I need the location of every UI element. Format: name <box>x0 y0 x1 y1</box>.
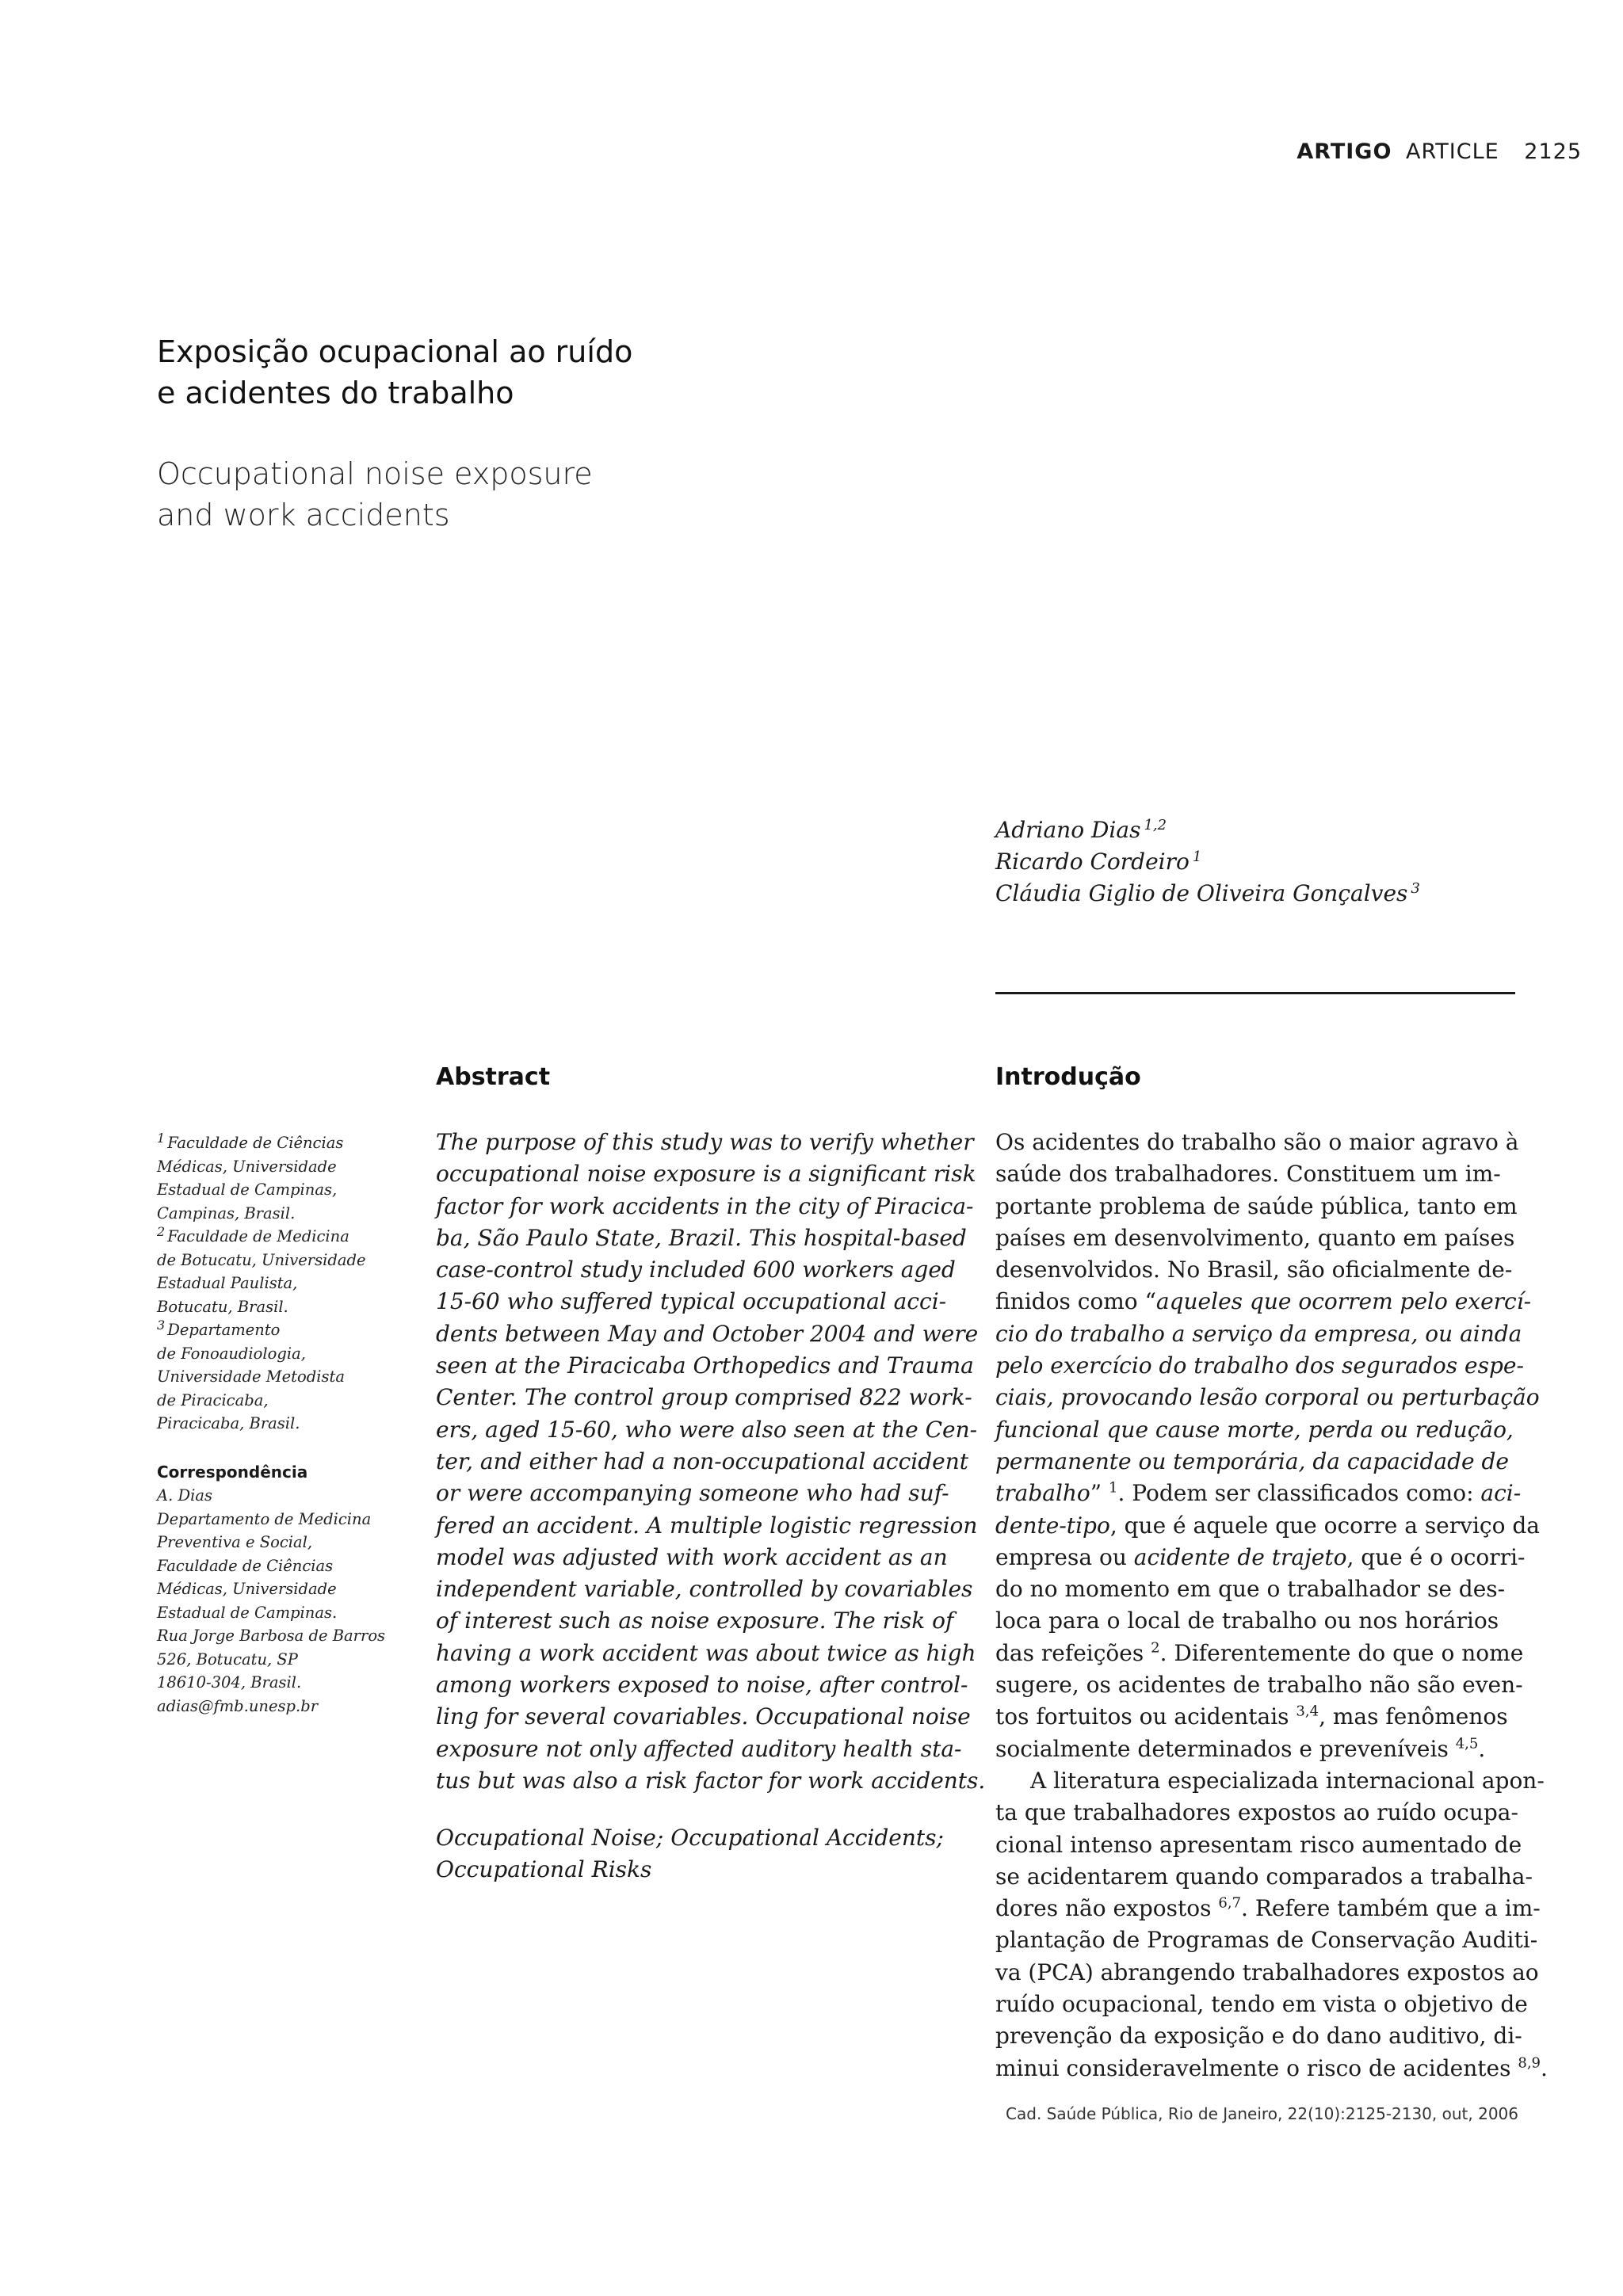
affiliation-line: Estadual de Campinas, <box>157 1180 338 1199</box>
keywords <box>436 1822 964 1886</box>
citation-ref: 2 <box>1151 1639 1160 1657</box>
affiliation-number: 1 <box>157 1130 166 1146</box>
intro-line <box>995 1446 1518 1478</box>
intro-line: loca para o local de trabalho ou nos horários <box>995 1608 1499 1634</box>
abstract-line: The purpose of this study was to verify whether <box>436 1129 974 1155</box>
intro-line: plantação de Programas de Conservação Auditi- <box>995 1927 1538 1954</box>
abstract-heading: Abstract <box>436 1063 551 1091</box>
intro-text: . Refere também que a im- <box>1241 1895 1541 1922</box>
intro-text: das refeições <box>995 1639 1151 1666</box>
abstract-line: ba, São Paulo State, Brazil. This hospital-based <box>436 1224 967 1251</box>
intro-line <box>995 1510 1540 1542</box>
intro-line <box>995 1542 1526 1573</box>
author-list <box>995 814 1566 910</box>
author-affiliation-ref: 1 <box>1192 848 1202 865</box>
intro-line <box>995 1382 1540 1413</box>
affiliation-line: Botucatu, Brasil. <box>157 1297 288 1316</box>
intro-line <box>995 1478 1522 1509</box>
author <box>995 814 1566 846</box>
affiliation <box>157 1131 403 1225</box>
intro-line <box>995 1318 1522 1350</box>
abstract-line: factor for work accidents in the city of Piracica- <box>436 1192 974 1219</box>
intro-quote: aqueles que ocorrem pelo exercí- <box>1155 1288 1532 1315</box>
citation-ref: 3,4 <box>1296 1703 1319 1721</box>
citation-ref: 6,7 <box>1218 1894 1242 1912</box>
title-en-line: and work accidents <box>157 498 450 532</box>
intro-line <box>995 1701 1518 1733</box>
author <box>995 846 1566 878</box>
abstract-line: ter, and either had a non-occupational accident <box>436 1447 968 1474</box>
intro-line: ta que trabalhadores expostos ao ruído ocupa- <box>995 1799 1518 1826</box>
correspondence-line: Médicas, Universidade <box>157 1580 337 1598</box>
intro-quote: permanente ou temporária, da capacidade de <box>995 1447 1509 1474</box>
author-name: Ricardo Cordeiro <box>995 849 1190 875</box>
intro-text: finidos como “ <box>995 1288 1156 1315</box>
title-portuguese <box>157 331 870 414</box>
intro-text: minui consideravelmente o risco de acidentes <box>995 2054 1518 2081</box>
affiliation-line: Piracicaba, Brasil. <box>157 1414 300 1432</box>
abstract-line: occupational noise exposure is a significant risk <box>436 1161 976 1188</box>
abstract-line: dents between May and October 2004 and were <box>436 1320 979 1347</box>
abstract-text <box>436 1127 986 1797</box>
intro-text: tos fortuitos ou acidentais <box>995 1703 1296 1730</box>
intro-text: . Podem ser classificados como: <box>1117 1480 1481 1507</box>
intro-line: portante problema de saúde pública, tanto em <box>995 1192 1518 1219</box>
intro-line <box>995 1733 1518 1765</box>
affiliation-text: Faculdade de Ciências <box>167 1134 344 1152</box>
abstract-line: of interest such as noise exposure. The risk of <box>436 1608 954 1634</box>
intro-term: dente-tipo <box>995 1512 1110 1539</box>
intro-text: , mas fenômenos <box>1319 1703 1508 1730</box>
affiliation-line <box>157 1225 403 1249</box>
correspondence-line: 18610-304, Brasil. <box>157 1673 302 1691</box>
correspondence-line: Rua Jorge Barbosa de Barros <box>157 1627 386 1645</box>
intro-text: . Diferentemente do que o nome <box>1159 1639 1524 1666</box>
abstract-line: fered an accident. A multiple logistic regression <box>436 1512 978 1539</box>
intro-line: A literatura especializada internacional apon- <box>1030 1767 1545 1794</box>
abstract-line: 15-60 who suffered typical occupational acci- <box>436 1288 947 1315</box>
affiliation-line: Estadual Paulista, <box>157 1274 298 1292</box>
affiliation-line: de Piracicaba, <box>157 1390 269 1409</box>
intro-term: acidente de trajeto <box>1133 1543 1347 1570</box>
affiliation <box>157 1318 403 1436</box>
affiliation-line <box>157 1318 403 1342</box>
affiliation-line: Campinas, Brasil. <box>157 1203 296 1222</box>
intro-line: cional intenso apresentam risco aumentado de <box>995 1831 1522 1858</box>
intro-line <box>995 1414 1518 1446</box>
intro-quote: pelo exercício do trabalho dos segurados espe- <box>995 1352 1524 1379</box>
intro-text: dores não expostos <box>995 1895 1219 1922</box>
author-affiliation-ref: 1,2 <box>1144 816 1167 833</box>
intro-line: va (PCA) abrangendo trabalhadores expostos ao <box>995 1958 1539 1985</box>
intro-line <box>995 1350 1524 1382</box>
keywords-line: Occupational Noise; Occupational Accidents; <box>436 1825 944 1851</box>
intro-line: desenvolvidos. No Brasil, são oficialmente de- <box>995 1257 1513 1283</box>
intro-text: empresa ou <box>995 1543 1134 1570</box>
correspondence-line: 526, Botucatu, SP <box>157 1650 298 1669</box>
correspondence-heading: Correspondência <box>157 1463 308 1482</box>
citation-ref: 4,5 <box>1455 1735 1479 1753</box>
affiliation-line: de Botucatu, Universidade <box>157 1250 366 1269</box>
intro-term: aci- <box>1480 1480 1522 1507</box>
affiliation-number: 2 <box>157 1223 166 1239</box>
introduction-text <box>995 1127 1548 2084</box>
section-label-pt: ARTIGO <box>1296 139 1392 164</box>
abstract-line: independent variable, controlled by covariables <box>436 1576 973 1603</box>
affiliation-line <box>157 1131 403 1155</box>
correspondence-line: Faculdade de Ciências <box>157 1556 334 1575</box>
section-label-en: ARTICLE <box>1406 139 1499 164</box>
running-header <box>1296 139 1582 164</box>
citation-ref: 8,9 <box>1518 2054 1541 2072</box>
intro-quote: ciais, provocando lesão corporal ou perturbação <box>995 1384 1540 1411</box>
intro-quote: funcional que cause morte, perda ou redução, <box>995 1416 1514 1443</box>
abstract-line: model was adjusted with work accident as an <box>436 1543 948 1570</box>
intro-line: do no momento em que o trabalhador se des- <box>995 1576 1506 1603</box>
intro-text: . <box>1541 2054 1548 2081</box>
intro-line: sugere, os acidentes de trabalho não são even- <box>995 1672 1523 1699</box>
abstract-line: ling for several covariables. Occupational noise <box>436 1703 971 1730</box>
title-pt-line: Exposição ocupacional ao ruído <box>157 334 633 369</box>
affiliation-text: Departamento <box>167 1321 281 1339</box>
abstract-line: among workers exposed to noise, after control- <box>436 1672 968 1699</box>
abstract-line: tus but was also a risk factor for work accidents. <box>436 1767 986 1794</box>
correspondence-line: Estadual de Campinas. <box>157 1603 338 1622</box>
correspondence-line: Preventiva e Social, <box>157 1533 313 1551</box>
title-pt-line: e acidentes do trabalho <box>157 376 514 410</box>
author-affiliation-ref: 3 <box>1411 879 1420 897</box>
author-name: Adriano Dias <box>995 817 1141 843</box>
journal-citation-footer: Cad. Saúde Pública, Rio de Janeiro, 22(10):2125-2130, out, 2006 <box>1006 2104 1518 2123</box>
intro-line <box>995 1893 1541 1924</box>
citation-ref: 1 <box>1109 1479 1118 1497</box>
author <box>995 878 1566 910</box>
abstract-line: ers, aged 15-60, who were also seen at the Cen- <box>436 1416 978 1443</box>
intro-line: Os acidentes do trabalho são o maior agravo à <box>995 1129 1519 1155</box>
affiliation-line: Universidade Metodista <box>157 1367 345 1386</box>
intro-line: países em desenvolvimento, quanto em países <box>995 1224 1515 1251</box>
affiliation-text: Faculdade de Medicina <box>167 1227 349 1245</box>
abstract-line: having a work accident was about twice as high <box>436 1639 976 1666</box>
intro-text: , que é aquele que ocorre a serviço da <box>1109 1512 1540 1539</box>
introduction-heading: Introdução <box>995 1063 1141 1091</box>
intro-text: , que é o ocorri- <box>1346 1543 1526 1570</box>
keywords-line: Occupational Risks <box>436 1856 652 1883</box>
title-english <box>157 453 870 536</box>
abstract-line: exposure not only affected auditory health sta- <box>436 1735 962 1762</box>
affiliations <box>157 1131 403 1436</box>
affiliation <box>157 1225 403 1318</box>
intro-quote: trabalho <box>995 1480 1090 1507</box>
abstract-line: seen at the Piracicaba Orthopedics and Trauma <box>436 1352 974 1379</box>
intro-line: se acidentarem quando comparados a trabalha- <box>995 1863 1533 1890</box>
affiliation-line: de Fonoaudiologia, <box>157 1344 306 1363</box>
author-name: Cláudia Giglio de Oliveira Gonçalves <box>995 880 1408 906</box>
intro-line: prevenção da exposição e do dano auditivo, di- <box>995 2023 1522 2050</box>
abstract-line: Center. The control group comprised 822 work- <box>436 1384 972 1411</box>
intro-line: saúde dos trabalhadores. Constituem um im- <box>995 1161 1501 1188</box>
intro-text: . <box>1478 1735 1486 1762</box>
abstract-line: case-control study included 600 workers aged <box>436 1257 956 1283</box>
affiliation-line: Médicas, Universidade <box>157 1157 337 1176</box>
correspondence-line: Departamento de Medicina <box>157 1509 372 1528</box>
intro-line <box>995 2053 1548 2084</box>
divider-rule <box>995 992 1515 994</box>
intro-text: ” <box>1090 1480 1109 1507</box>
intro-line <box>995 1638 1524 1669</box>
correspondence-email: adias@fmb.unesp.br <box>157 1696 319 1715</box>
correspondence-line: A. Dias <box>157 1486 212 1505</box>
intro-line: ruído ocupacional, tendo em vista o objetivo de <box>995 1991 1528 2018</box>
abstract-line: or were accompanying someone who had suf- <box>436 1480 949 1507</box>
intro-line <box>995 1286 1532 1318</box>
correspondence <box>157 1460 403 1718</box>
affiliation-number: 3 <box>157 1317 166 1333</box>
title-en-line: Occupational noise exposure <box>157 456 593 491</box>
intro-quote: cio do trabalho a serviço da empresa, ou ainda <box>995 1320 1522 1347</box>
page-number: 2125 <box>1524 139 1582 164</box>
intro-text: socialmente determinados e preveníveis <box>995 1735 1456 1762</box>
